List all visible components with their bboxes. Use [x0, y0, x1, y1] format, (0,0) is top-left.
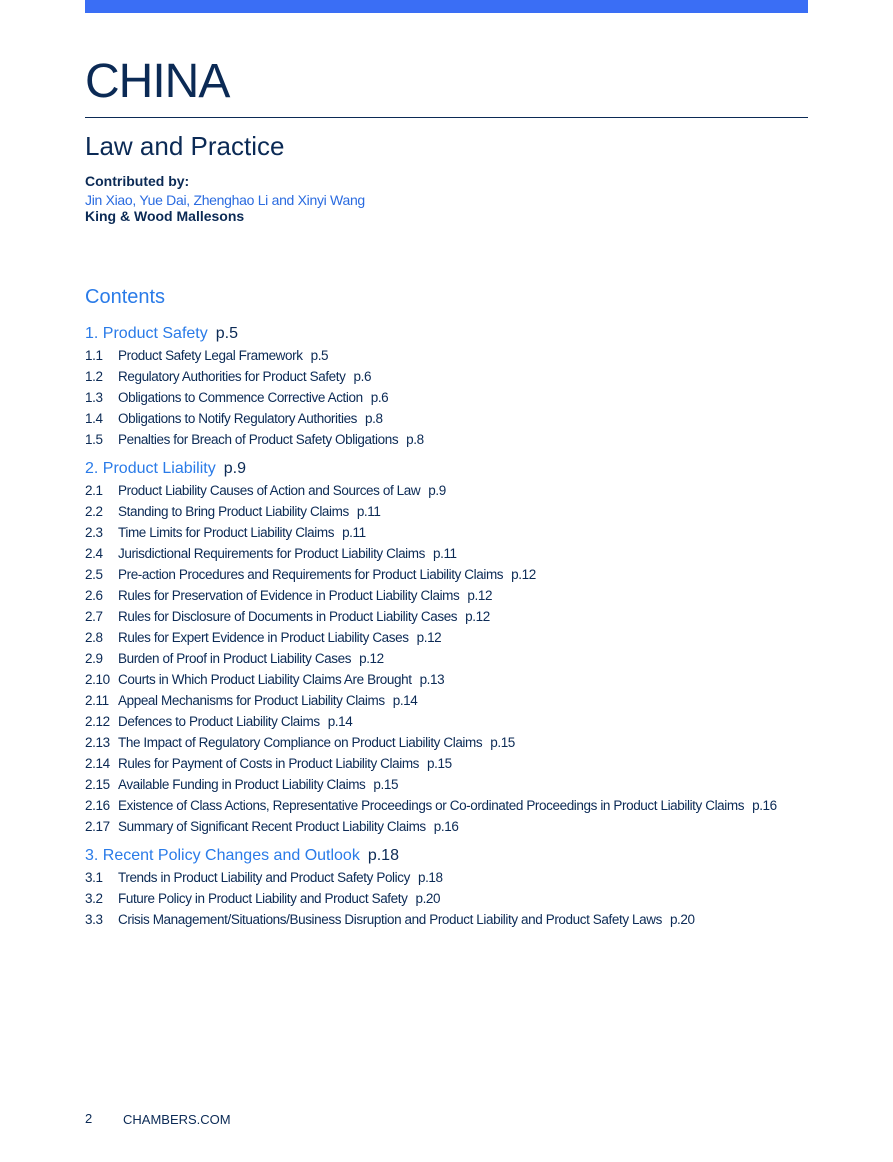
toc-entry-title: Crisis Management/Situations/Business Disruption and Product Liability and Product Safety Laws: [118, 912, 662, 927]
toc-entry-title: Rules for Preservation of Evidence in Product Liability Claims: [118, 588, 460, 603]
toc-entry-page: p.13: [419, 672, 445, 687]
toc-entry-page: p.9: [428, 483, 446, 498]
toc-entry-title: Available Funding in Product Liability Claims: [118, 777, 366, 792]
toc-entry-number: 2.11: [85, 693, 109, 708]
toc-entry[interactable]: [85, 888, 785, 909]
toc-entry-number: 2.7: [85, 609, 103, 624]
toc-entry-page: p.12: [465, 609, 490, 624]
toc-entry-number: 2.9: [85, 651, 103, 666]
toc-entry[interactable]: [85, 648, 785, 669]
toc-entry[interactable]: [85, 669, 785, 690]
toc-section-heading[interactable]: [85, 323, 785, 345]
toc-entry-title: Existence of Class Actions, Representative Proceedings or Co-ordinated Proceedings in Product Liability Claims: [118, 798, 745, 813]
toc-entry-page: p.8: [365, 411, 383, 426]
toc-entry-page: p.16: [433, 819, 459, 834]
toc-entry-number: 3.2: [85, 891, 103, 906]
toc-entry-page: p.11: [432, 546, 457, 561]
toc-entry-title: Pre-action Procedures and Requirements for Product Liability Claims: [118, 567, 504, 582]
toc-entry-number: 2.1: [85, 483, 103, 498]
page-title: CHINA: [85, 55, 230, 108]
toc-section-title: 1. Product Safety: [85, 325, 208, 342]
toc-entry-number: 1.3: [85, 390, 103, 405]
toc-entry-page: p.14: [327, 714, 353, 729]
toc-entry-page: p.18: [417, 870, 443, 885]
toc-entry-title: The Impact of Regulatory Compliance on Product Liability Claims: [118, 735, 483, 750]
toc-section: [85, 323, 785, 450]
toc-entry[interactable]: [85, 627, 785, 648]
firm-name: King & Wood Mallesons: [85, 208, 245, 224]
contributed-by-label: Contributed by:: [85, 173, 190, 189]
toc-entry-page: p.11: [342, 525, 366, 540]
toc-entry[interactable]: [85, 816, 785, 837]
toc-entry-page: p.6: [353, 369, 372, 384]
toc-entry-title: Regulatory Authorities for Product Safety: [118, 369, 346, 384]
toc-entry-page: p.20: [415, 891, 441, 906]
toc-entry-number: 3.3: [85, 912, 103, 927]
toc-entry-number: 2.10: [85, 672, 110, 687]
toc-entry-number: 2.3: [85, 525, 103, 540]
toc-entry[interactable]: [85, 690, 785, 711]
toc-entry-number: 1.4: [85, 411, 103, 426]
toc-entry-title: Courts in Which Product Liability Claims Are Brought: [118, 672, 412, 687]
title-divider: [85, 117, 808, 118]
toc-section-page: p.5: [215, 325, 238, 342]
toc-entry-page: p.14: [392, 693, 418, 708]
toc-entry-page: p.12: [359, 651, 384, 666]
toc-entry-page: p.15: [490, 735, 515, 750]
toc-entry-number: 3.1: [85, 870, 103, 885]
table-of-contents: [85, 323, 785, 930]
toc-entry-number: 2.2: [85, 504, 103, 519]
toc-entry-number: 2.8: [85, 630, 103, 645]
toc-section-page: p.9: [223, 460, 246, 477]
toc-entry-title: Summary of Significant Recent Product Liability Claims: [118, 819, 426, 834]
toc-entry-number: 1.1: [85, 348, 103, 363]
toc-entry-title: Jurisdictional Requirements for Product Liability Claims: [118, 546, 425, 561]
contents-heading: Contents: [85, 286, 166, 308]
toc-entry-title: Standing to Bring Product Liability Claims: [118, 504, 349, 519]
toc-entry-number: 2.12: [85, 714, 110, 729]
toc-entry-page: p.6: [370, 390, 389, 405]
toc-entry-title: Rules for Expert Evidence in Product Liability Cases: [118, 630, 409, 645]
toc-entry-page: p.16: [752, 798, 777, 813]
toc-entry[interactable]: [85, 564, 785, 585]
toc-entry-title: Burden of Proof in Product Liability Cases: [118, 651, 352, 666]
footer-page-number: 2: [85, 1111, 93, 1126]
toc-entry[interactable]: [85, 585, 785, 606]
toc-entry[interactable]: [85, 711, 785, 732]
toc-section: [85, 458, 785, 837]
toc-entry[interactable]: [85, 867, 785, 888]
toc-section-title: 3. Recent Policy Changes and Outlook: [85, 847, 360, 864]
toc-entry[interactable]: [85, 543, 785, 564]
toc-entry-page: p.15: [373, 777, 399, 792]
toc-entry[interactable]: [85, 429, 785, 450]
toc-entry-title: Product Liability Causes of Action and Sources of Law: [118, 483, 421, 498]
toc-entry[interactable]: [85, 606, 785, 627]
toc-entry-page: p.11: [356, 504, 381, 519]
toc-entry-title: Trends in Product Liability and Product Safety Policy: [118, 870, 410, 885]
toc-section-heading[interactable]: [85, 845, 785, 867]
toc-entry-page: p.12: [511, 567, 536, 582]
footer-site-link[interactable]: CHAMBERS.COM: [123, 1112, 231, 1127]
toc-entry-number: 2.15: [85, 777, 110, 792]
toc-section-title: 2. Product Liability: [85, 460, 216, 477]
toc-entry-page: p.20: [669, 912, 695, 927]
toc-entry[interactable]: [85, 408, 785, 429]
toc-entry[interactable]: [85, 753, 785, 774]
toc-entry[interactable]: [85, 909, 785, 930]
toc-entry-page: p.12: [467, 588, 493, 603]
toc-entry[interactable]: [85, 480, 785, 501]
toc-entry-title: Defences to Product Liability Claims: [118, 714, 320, 729]
toc-entry-number: 2.5: [85, 567, 103, 582]
toc-entry-number: 1.2: [85, 369, 103, 384]
toc-entry[interactable]: [85, 522, 785, 543]
toc-entry[interactable]: [85, 345, 785, 366]
page-subtitle: Law and Practice: [85, 131, 285, 161]
toc-entry-number: 2.4: [85, 546, 103, 561]
toc-entry[interactable]: [85, 732, 785, 753]
toc-entry-title: Time Limits for Product Liability Claims: [118, 525, 335, 540]
toc-entry[interactable]: [85, 366, 785, 387]
toc-entry-page: p.8: [406, 432, 424, 447]
toc-section-page: p.18: [367, 847, 399, 864]
toc-entry-page: p.15: [427, 756, 452, 771]
toc-entry-number: 2.17: [85, 819, 110, 834]
toc-entry-number: 2.6: [85, 588, 103, 603]
toc-entry-title: Obligations to Notify Regulatory Authorities: [118, 411, 358, 426]
toc-entry-title: Obligations to Commence Corrective Action: [118, 390, 363, 405]
toc-entry-title: Rules for Disclosure of Documents in Product Liability Cases: [118, 609, 458, 624]
toc-entry[interactable]: [85, 387, 785, 408]
toc-entry-page: p.12: [416, 630, 442, 645]
toc-entry-number: 2.14: [85, 756, 110, 771]
toc-entry[interactable]: [85, 501, 785, 522]
toc-entry[interactable]: [85, 795, 785, 816]
toc-entry-title: Penalties for Breach of Product Safety Obligations: [118, 432, 399, 447]
toc-section-heading[interactable]: [85, 458, 785, 480]
toc-entry-number: 2.13: [85, 735, 110, 750]
toc-entry-title: Rules for Payment of Costs in Product Liability Claims: [118, 756, 420, 771]
toc-entry-page: p.5: [310, 348, 329, 363]
author-list: Jin Xiao, Yue Dai, Zhenghao Li and Xinyi Wang: [85, 192, 365, 208]
toc-entry-title: Future Policy in Product Liability and Product Safety: [118, 891, 408, 906]
toc-entry-title: Product Safety Legal Framework: [118, 348, 303, 363]
toc-section: [85, 845, 785, 930]
top-accent-bar: [85, 0, 808, 13]
toc-entry-title: Appeal Mechanisms for Product Liability Claims: [118, 693, 385, 708]
toc-entry[interactable]: [85, 774, 785, 795]
toc-entry-number: 1.5: [85, 432, 103, 447]
toc-entry-number: 2.16: [85, 798, 110, 813]
